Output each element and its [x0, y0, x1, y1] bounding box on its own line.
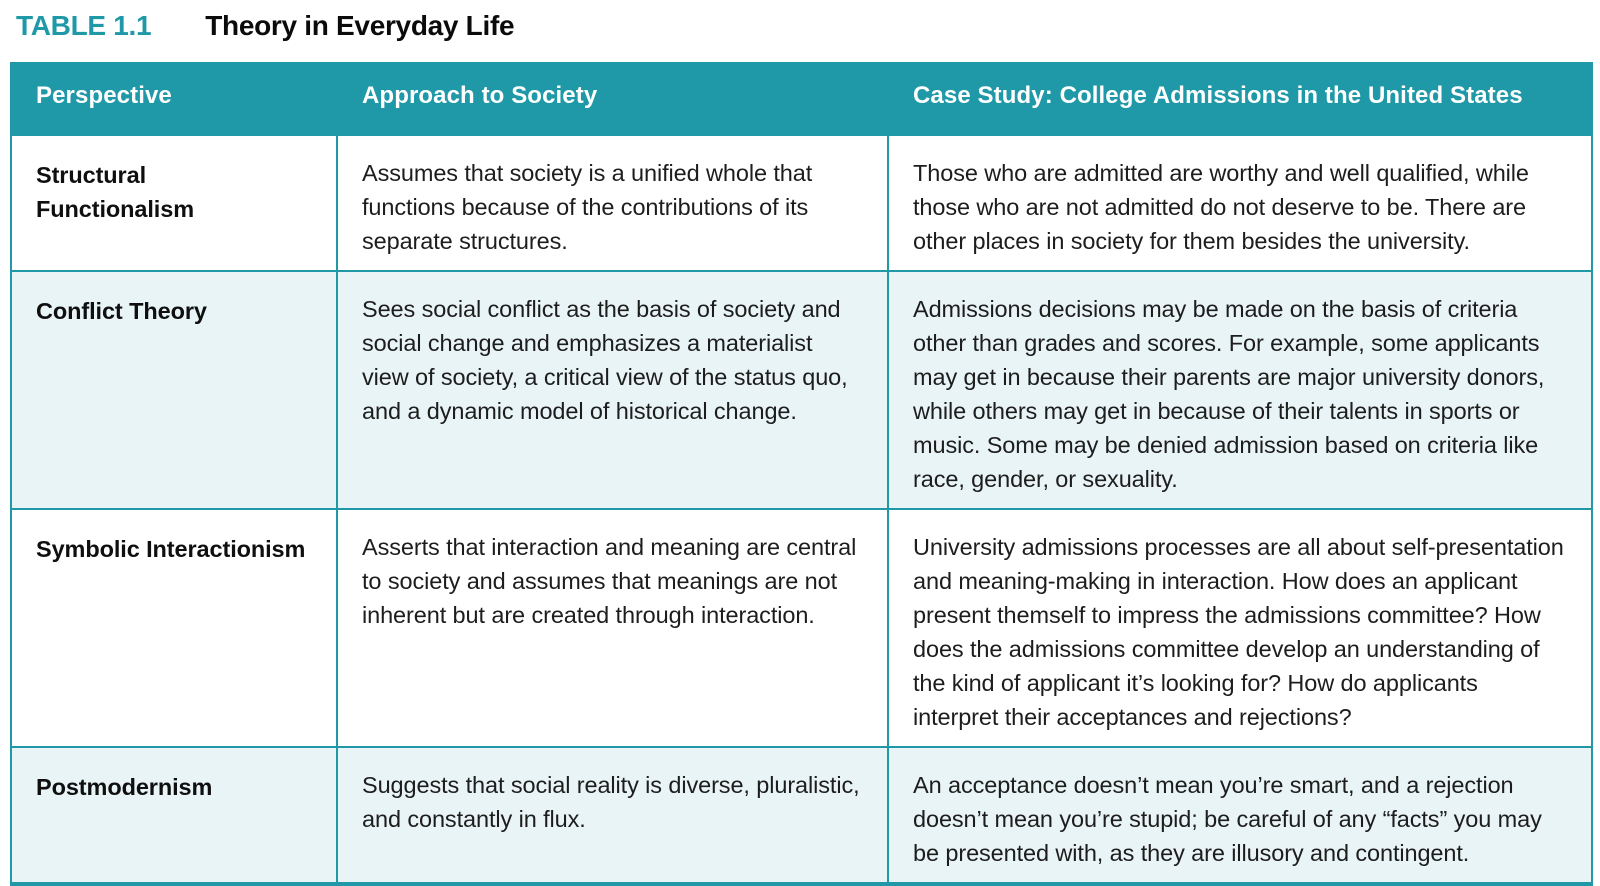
cell-approach: Asserts that interaction and meaning are central to society and assumes that meanings are not inherent but are created through interaction.: [337, 509, 888, 747]
column-header-perspective: Perspective: [11, 63, 337, 135]
table-row: [11, 509, 1592, 747]
cell-perspective: Symbolic Interactionism: [11, 509, 337, 747]
cell-approach: Suggests that social reality is diverse, pluralistic, and constantly in flux.: [337, 747, 888, 884]
cell-case-study: Admissions decisions may be made on the basis of criteria other than grades and scores. For example, some applicants may get in because their parents are major university donors, while others may get in because of their talents in sports or music. Some may be denied admission based on criteria like race, gender, or sexuality.: [888, 271, 1592, 509]
cell-case-study: University admissions processes are all about self-presentation and meaning-making in interaction. How does an applicant present themself to impress the admissions committee? How does the admissions committee develop an understanding of the kind of applicant it’s looking for? How do applicants interpret their acceptances and rejections?: [888, 509, 1592, 747]
table-title: Theory in Everyday Life: [205, 10, 515, 41]
theory-table: [10, 62, 1593, 886]
cell-perspective: Postmodernism: [11, 747, 337, 884]
cell-case-study: Those who are admitted are worthy and well qualified, while those who are not admitted do not deserve to be. There are other places in society for them besides the university.: [888, 135, 1592, 271]
table-row: [11, 135, 1592, 271]
cell-approach: Assumes that society is a unified whole that functions because of the contributions of its separate structures.: [337, 135, 888, 271]
table-number: TABLE 1.1: [16, 10, 152, 41]
column-header-case-study: Case Study: College Admissions in the United States: [888, 63, 1592, 135]
cell-perspective: Conflict Theory: [11, 271, 337, 509]
cell-approach: Sees social conflict as the basis of society and social change and emphasizes a materialist view of society, a critical view of the status quo, and a dynamic model of historical change.: [337, 271, 888, 509]
cell-perspective: Structural Functionalism: [11, 135, 337, 271]
header-row: [11, 63, 1592, 135]
table-row: [11, 747, 1592, 884]
table-caption: [16, 10, 1591, 42]
cell-case-study: An acceptance doesn’t mean you’re smart, and a rejection doesn’t mean you’re stupid; be careful of any “facts” you may be presented with, as they are illusory and contingent.: [888, 747, 1592, 884]
table-row: [11, 271, 1592, 509]
column-header-approach: Approach to Society: [337, 63, 888, 135]
